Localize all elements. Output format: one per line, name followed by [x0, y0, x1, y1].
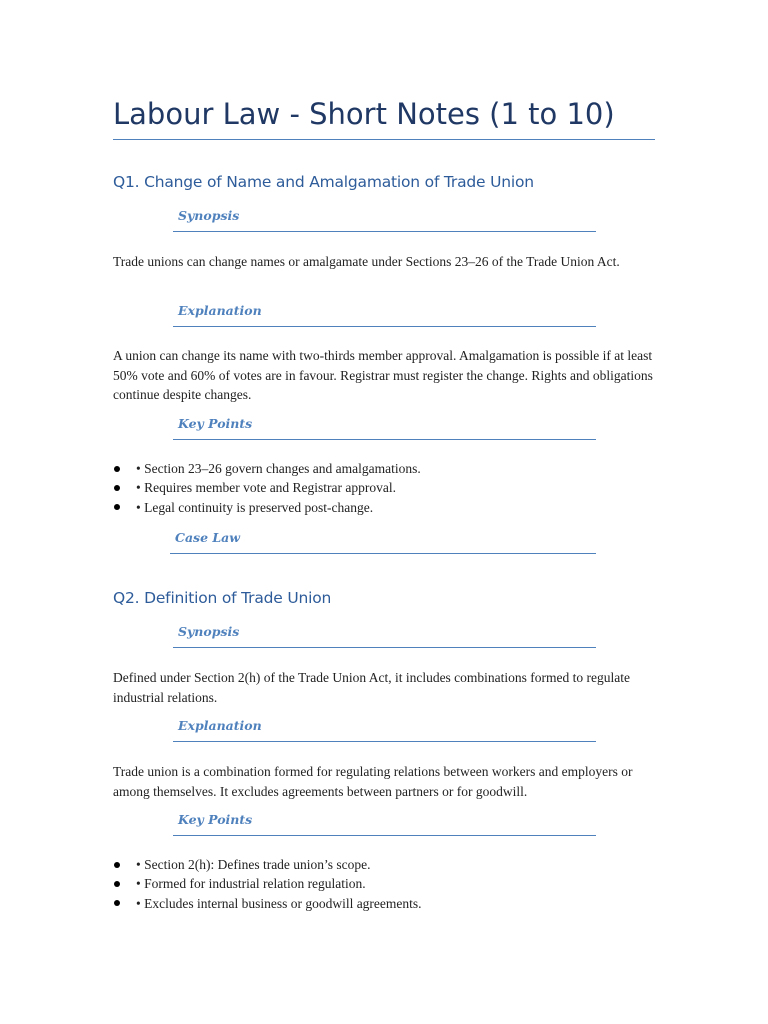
- q2-synopsis-label: Synopsis: [178, 624, 240, 639]
- bullet-icon: [114, 862, 120, 868]
- bullet-icon: [114, 504, 120, 510]
- q2-explanation-heading: [173, 717, 596, 742]
- q1-explanation-label: Explanation: [178, 303, 262, 318]
- q1-synopsis-heading: [173, 207, 596, 232]
- key-point-text: • Section 23–26 govern changes and amalgamations.: [136, 461, 421, 476]
- title-underline: [113, 139, 655, 140]
- q2-key-points-list: [113, 855, 422, 913]
- bullet-icon: [114, 485, 120, 491]
- q2-key-points-heading: [173, 811, 596, 836]
- q1-heading: Q1. Change of Name and Amalgamation of Trade Union: [113, 173, 534, 191]
- bullet-icon: [114, 466, 120, 472]
- key-point-text: • Requires member vote and Registrar approval.: [136, 480, 397, 496]
- list-item: [113, 498, 421, 517]
- key-point-text: • Formed for industrial relation regulation.: [136, 876, 366, 892]
- list-item: [113, 894, 422, 913]
- q1-key-points-list: [113, 459, 421, 517]
- key-point-text: • Section 2(h): Defines trade union’s scope.: [136, 857, 371, 872]
- list-item: [113, 478, 421, 497]
- key-point-text: • Excludes internal business or goodwill agreements.: [136, 895, 422, 911]
- q1-key-points-label: Key Points: [178, 416, 253, 431]
- q2-synopsis-heading: [173, 623, 596, 648]
- document-title: Labour Law - Short Notes (1 to 10): [113, 97, 615, 131]
- q2-synopsis-text: Defined under Section 2(h) of the Trade Union Act, it includes combinations formed to regulate industrial relations.: [113, 670, 631, 705]
- q1-synopsis-label: Synopsis: [178, 208, 240, 223]
- list-item: [113, 459, 421, 478]
- q2-key-points-label: Key Points: [178, 812, 253, 827]
- q1-explanation-heading: [173, 302, 596, 327]
- q2-explanation-text: Trade union is a combination formed for regulating relations between workers and employers or among themselves. It excludes agreements between partners or for goodwill.: [113, 764, 633, 799]
- bullet-icon: [114, 881, 120, 887]
- q1-key-points-heading: [173, 415, 596, 440]
- list-item: [113, 874, 422, 893]
- bullet-icon: [114, 900, 120, 906]
- q1-case-law-heading: [170, 529, 596, 554]
- q1-synopsis-text: Trade unions can change names or amalgamate under Sections 23–26 of the Trade Union Act.: [113, 254, 620, 269]
- q2-explanation-label: Explanation: [178, 718, 262, 733]
- q2-heading: Q2. Definition of Trade Union: [113, 589, 332, 607]
- q1-explanation-text: A union can change its name with two-thirds member approval. Amalgamation is possible if at least 50% vote and 60% of votes are in favour. Registrar must register the change. Rights and obligations continue despite changes.: [113, 348, 653, 402]
- q1-case-law-label: Case Law: [175, 530, 241, 545]
- key-point-text: • Legal continuity is preserved post-change.: [136, 499, 374, 515]
- list-item: [113, 855, 422, 874]
